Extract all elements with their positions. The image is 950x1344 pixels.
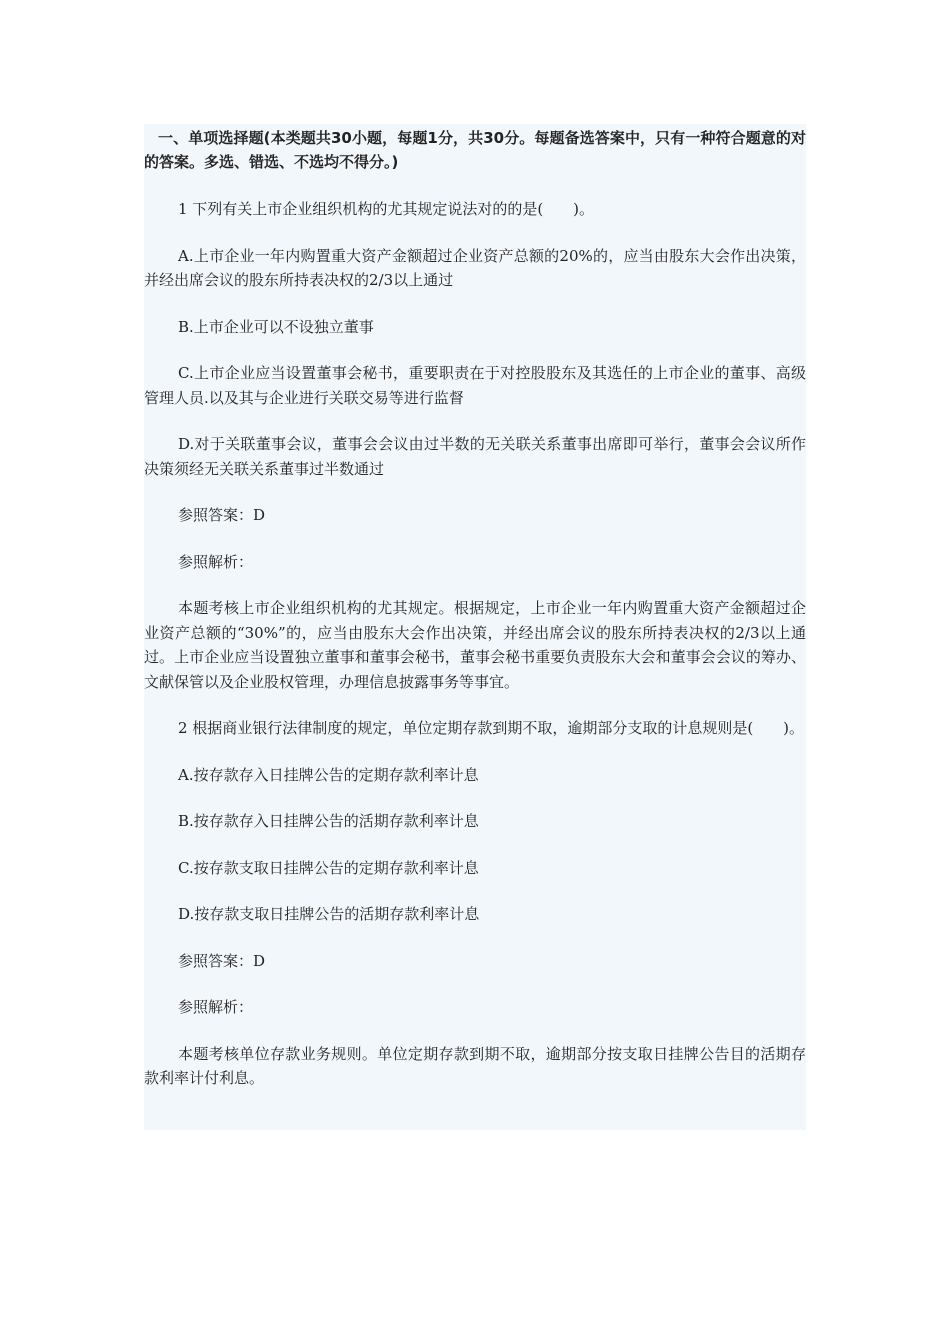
option-a: A.按存款存入日挂牌公告的定期存款利率计息 <box>178 765 479 784</box>
option-b: B.上市企业可以不设独立董事 <box>178 317 374 336</box>
question-stem: 1 下列有关上市企业组织机构的尤其规定说法对的的是( )。 <box>178 200 595 218</box>
analysis-text: 本题考核单位存款业务规则。单位定期存款到期不取，逾期部分按支取日挂牌公告目的活期存款利率计付利息。 <box>144 1044 806 1087</box>
analysis-label: 参照解析： <box>178 552 254 571</box>
option-b: B.按存款存入日挂牌公告的活期存款利率计息 <box>178 812 479 830</box>
analysis-text: 本题考核上市企业组织机构的尤其规定。根据规定，上市企业一年内购置重大资产金额超过企业资产总额的“30%”的，应当由股东大会作出决策，并经出席会议的股东所持表决权的2/3以上通过。上市企业应当设置独立董事和董事会秘书，董事会秘书重要负责股东大会和董事会会议的筹办、文献保管以及企业股权管理，办理信息披露事务等事宜。 <box>144 599 806 691</box>
analysis-label: 参照解析： <box>178 998 254 1016</box>
answer-text: 参照答案：D <box>178 951 266 970</box>
question-2 <box>144 716 806 1091</box>
question-1 <box>144 197 806 694</box>
answer-text: 参照答案：D <box>178 506 266 524</box>
exam-content <box>144 124 806 1091</box>
option-c: C.上市企业应当设置董事会秘书，重要职责在于对控股股东及其选任的上市企业的董事、高级管理人员.以及其与企业进行关联交易等进行监督 <box>144 364 806 407</box>
document-content-block <box>144 124 806 1130</box>
option-d: D.对于关联董事会议，董事会会议由过半数的无关联关系董事出席即可举行，董事会会议所作决策须经无关联关系董事过半数通过 <box>144 435 806 478</box>
section-heading: 一、单项选择题(本类题共30小题，每题1分，共30分。每题备选答案中，只有一种符合题意的对的答案。多选、错选、不选均不得分。) <box>144 129 806 171</box>
option-d: D.按存款支取日挂牌公告的活期存款利率计息 <box>178 905 480 923</box>
question-stem: 2 根据商业银行法律制度的规定，单位定期存款到期不取，逾期部分支取的计息规则是( )。 <box>178 719 805 737</box>
option-c: C.按存款支取日挂牌公告的定期存款利率计息 <box>178 858 479 877</box>
option-a: A.上市企业一年内购置重大资产金额超过企业资产总额的20%的，应当由股东大会作出决策，并经出席会议的股东所持表决权的2/3以上通过 <box>144 246 806 289</box>
